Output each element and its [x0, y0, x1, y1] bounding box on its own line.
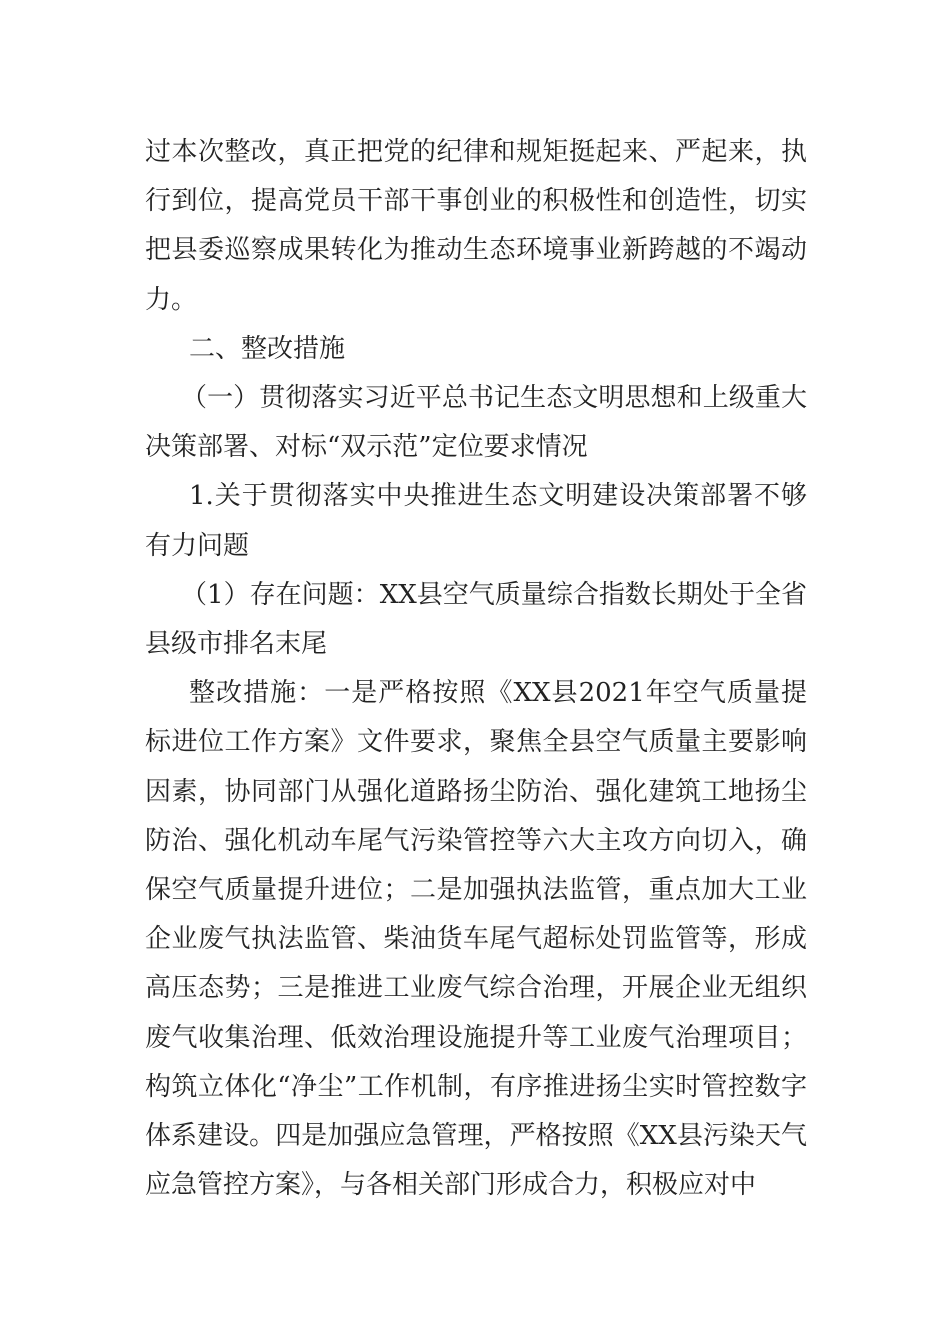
section-heading: 二、整改措施 [189, 333, 346, 364]
rectification-measures: 整改措施：一是严格按照《XX县2021年空气质量提标进位工作方案》文件要求，聚焦全县空气质量主要影响因素，协同部门从强化道路扬尘防治、强化建筑工地扬尘防治、强化机动车尾气污染管控等六大主攻方向切入，确保空气质量提升进位；二是加强执法监管，重点加大工业企业废气执法监管、柴油货车尾气超标处罚监管等，形成高压态势；三是推进工业废气综合治理，开展企业无组织废气收集治理、低效治理设施提升等工业废气治理项目；构筑立体化“净尘”工作机制，有序推进扬尘实时管控数字体系建设。四是加强应急管理，严格按照《XX县污染天气应急管控方案》，与各相关部门形成合力，积极应对中 [145, 678, 807, 1201]
subsection-heading: （一）贯彻落实习近平总书记生态文明思想和上级重大决策部署、对标“双示范”定位要求情况 [145, 383, 807, 463]
document-body [145, 128, 807, 1210]
item-heading: 1.关于贯彻落实中央推进生态文明建设决策部署不够有力问题 [145, 481, 807, 561]
problem-statement: （1）存在问题：XX县空气质量综合指数长期处于全省县级市排名末尾 [145, 579, 807, 660]
paragraph-continuation: 过本次整改，真正把党的纪律和规矩挺起来、严起来，执行到位，提高党员干部干事创业的积极性和创造性，切实把县委巡察成果转化为推动生态环境事业新跨越的不竭动力。 [145, 137, 807, 315]
